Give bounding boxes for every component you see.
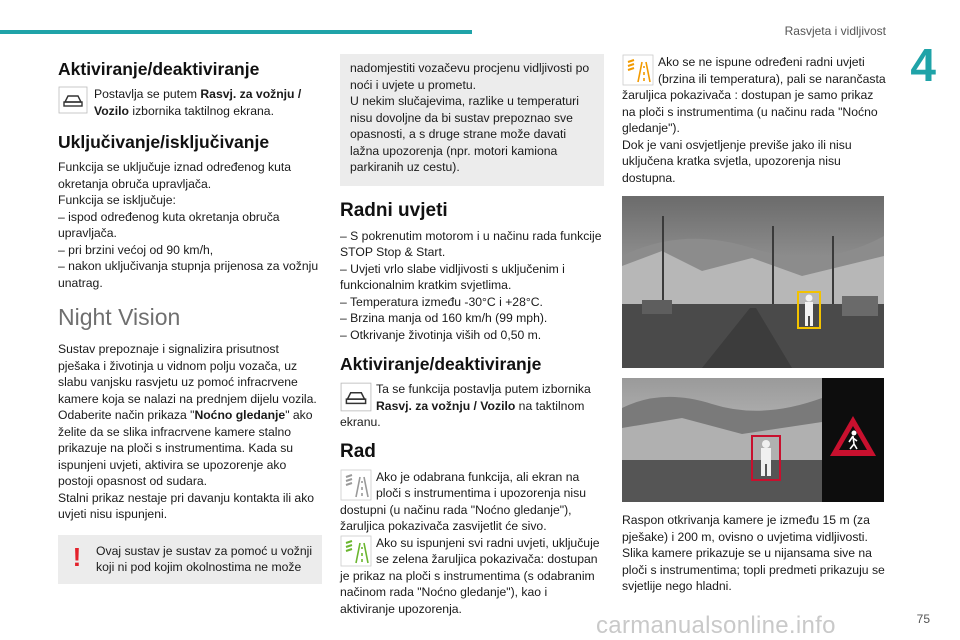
camera-caption: Raspon otkrivanja kamere je između 15 m (za pješake) i 200 m, ovisno o uvjetima vidljivosti. Slika kamere prikazuje se u nijansama sive na ploči s instrumentima; topli predmeti prikazuju se svjetlije nego hladni. — [622, 513, 885, 593]
switch-line: – nakon uključivanja stupnja prijenosa za vožnju unatrag. — [58, 259, 319, 290]
activation-row-2 — [340, 381, 604, 431]
orange-indicator-text: Ako se ne ispune određeni radni uvjeti (brzina ili temperatura), pali se narančasta žaruljica pokazivača : dostupan je samo prikaz na ploči s instrumentima (u načinu rada "Noćno gledanje"). — [622, 55, 886, 135]
heading-night-vision: Night Vision — [58, 304, 181, 330]
warning-text: Ovaj sustav je sustav za pomoć u vožnji koji ni pod kojim okolnostima ne može — [96, 543, 313, 574]
orange-indicator-text-2: Dok je vani osvjetljenje previše jako ili nisu uključena kratka svjetla, upozorenja nisu dostupna. — [622, 137, 852, 185]
night-vision-text-2: Stalni prikaz nestaje pri davanju kontakta ili ako uvjeti nisu ispunjeni. — [58, 490, 315, 521]
switch-line: – pri brzini većoj od 90 km/h, — [58, 242, 214, 257]
column-3 — [622, 54, 886, 595]
box-line: U nekim slučajevima, razlike u temperaturi nisu dovoljne da bi sustav prepoznao sve opasnosti, a s druge strane može davati lažna upozorenja (npr. motori kamiona parkiranih uz cestu). — [350, 94, 579, 174]
column-1 — [58, 54, 322, 584]
switch-line: Funkcija se isključuje: — [58, 193, 176, 207]
infrared-image-alert — [622, 378, 884, 502]
rad-green-row — [340, 535, 604, 618]
condition-item: – S pokrenutim motorom i u načinu rada funkcije STOP Stop & Start. — [340, 228, 602, 259]
heading-activation: Aktiviranje/deaktiviranje — [58, 59, 260, 79]
section-title: Rasvjeta i vidljivost — [784, 24, 886, 38]
heading-rad: Rad — [340, 440, 376, 462]
warning-continuation-box — [340, 54, 604, 186]
chapter-number: 4 — [910, 39, 936, 91]
rad-text-1: Ako je odabrana funkcija, ali ekran na ploči s instrumentima i upozorenja nisu dostupni (u načinu rada "Noćno gledanje"), žaruljica pokazivača zasvijetlit će sivo. — [340, 469, 586, 533]
watermark: carmanualsonline.info — [596, 612, 836, 639]
switch-line: – ispod određenog kuta okretanja obruča upravljača. — [58, 209, 280, 240]
rad-grey-row — [340, 469, 604, 535]
heading-switch: Uključivanje/isključivanje — [58, 132, 270, 152]
condition-item: – Otkrivanje životinja viših od 0,50 m. — [340, 327, 542, 342]
box-line: nadomjestiti vozačevu procjenu vidljivosti po noći i uvjete u prometu. — [350, 61, 590, 92]
car-lighting-menu-icon — [340, 381, 372, 413]
night-vision-orange-indicator-icon — [622, 54, 654, 86]
switch-line: Funkcija se uključuje iznad određenog kuta okretanja obruča upravljača. — [58, 160, 292, 191]
infrared-image-pedestrian — [622, 196, 884, 368]
condition-item: – Temperatura između -30°C i +28°C. — [340, 294, 543, 309]
condition-item: – Brzina manja od 160 km/h (99 mph). — [340, 311, 548, 325]
activation-text: Postavlja se putem Rasvj. za vožnju / Vozilo izbornika taktilnog ekrana. — [94, 87, 302, 118]
activation-row — [58, 86, 322, 119]
header-accent-bar — [0, 30, 472, 34]
warning-exclamation-icon: ! — [72, 541, 82, 572]
car-lighting-menu-icon — [58, 86, 88, 114]
night-vision-grey-indicator-icon — [340, 469, 372, 501]
night-vision-green-indicator-icon — [340, 535, 372, 567]
night-vision-text: Sustav prepoznaje i signalizira prisutnost pješaka i životinja u vidnom polju vozača, uz slabu vanjsku rasvjetu uz pomoć infracrvene kamere koja se nalazi na prednjem dijelu vozila. Odaberite način prikaza "Noćno gledanje" ako želite da se slika infracrvene kamere stalno prikazuje na ploči s instrumentima. Kada su ispunjeni uvjeti, aktivira se upozorenje ako postoji opasnost od sudara. — [58, 342, 317, 488]
activation-text-2: Ta se funkcija postavlja putem izbornika Rasvj. za vožnju / Vozilo na taktilnom ekranu. — [340, 382, 591, 429]
condition-item: – Uvjeti vrlo slabe vidljivosti s uključenim i funkcionalnim kratkim svjetlima. — [340, 261, 565, 292]
orange-indicator-row — [622, 54, 886, 137]
heading-conditions: Radni uvjeti — [340, 199, 448, 221]
page-number: 75 — [916, 612, 930, 626]
warning-box — [58, 535, 322, 584]
column-2 — [340, 54, 604, 617]
heading-activation-2: Aktiviranje/deaktiviranje — [340, 354, 542, 374]
rad-text-2: Ako su ispunjeni svi radni uvjeti, uključuje se zelena žaruljica pokazivača: dostupan je prikaz na ploči s instrumentima (s odabranim načinom rada "Noćno gledanje"), kao i aktiviranje upozorenja. — [340, 535, 600, 616]
